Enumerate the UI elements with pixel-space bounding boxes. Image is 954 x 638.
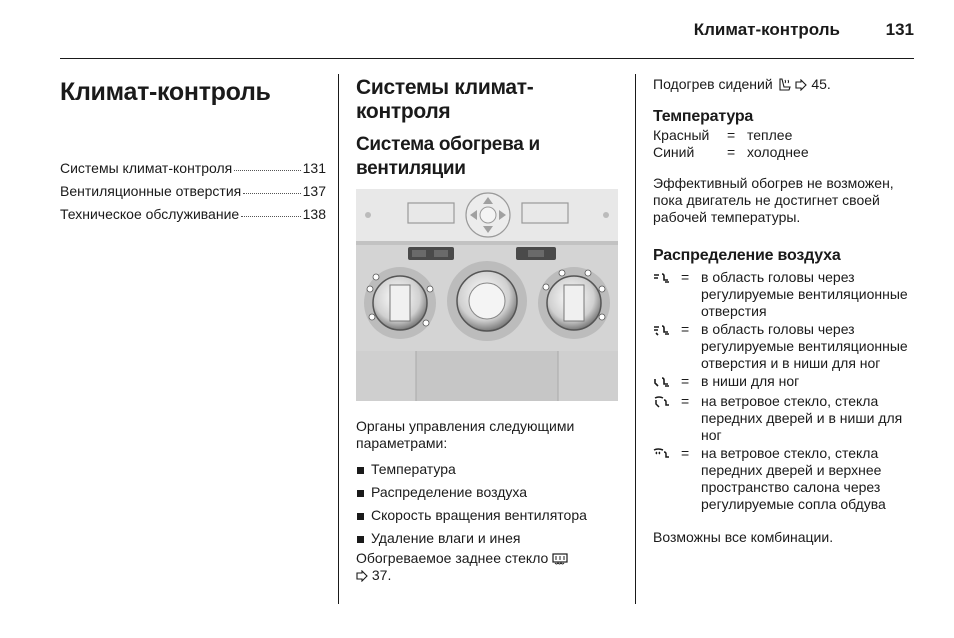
toc-entry[interactable] (60, 203, 326, 226)
list-item (653, 393, 915, 444)
table-of-contents (60, 157, 326, 226)
toc-entry[interactable] (60, 180, 326, 203)
seat-heating-text: Подогрев сидений (653, 76, 773, 92)
temperature-heading: Температура (653, 108, 754, 125)
seat-heating-ref[interactable]: 45. (811, 76, 831, 92)
temperature-key: Синий (653, 144, 695, 160)
rear-window-text: Обогреваемое заднее стекло (356, 550, 549, 566)
temperature-row-blue (653, 144, 915, 161)
distribution-text: в ниши для ног (701, 373, 800, 389)
seat-heating-icon (777, 78, 792, 92)
rear-window-paragraph (356, 550, 620, 584)
distribution-text: в область головы через регулируемые вентиляционные отверстия и в ниши для ног (701, 321, 908, 371)
toc-entry-page: 138 (302, 206, 326, 222)
windscreen-vent-icon (653, 445, 681, 513)
distribution-text: в область головы через регулируемые вентиляционные отверстия (701, 269, 908, 319)
equals-sign: = (681, 393, 690, 409)
temperature-note: Эффективный обогрев не возможен, пока двигатель не достигнет своей рабочей температуры. (653, 175, 894, 225)
page-number: 131 (885, 20, 914, 39)
list-item: Температура (356, 458, 620, 481)
controls-list (356, 458, 620, 550)
column-divider-1 (338, 74, 339, 604)
list-item (653, 373, 915, 392)
seat-heating-paragraph (653, 76, 915, 93)
equals-sign: = (681, 269, 690, 285)
temperature-value: теплее (747, 127, 793, 143)
details-column (653, 76, 915, 546)
list-item: Удаление влаги и инея (356, 527, 620, 550)
systems-column (356, 76, 620, 584)
column-divider-2 (635, 74, 636, 604)
toc-entry-label: Вентиляционные отверстия (60, 183, 242, 199)
list-item: Скорость вращения вентилятора (356, 504, 620, 527)
subsection-title: Система обогрева и вентиляции (356, 134, 540, 179)
toc-entry-label: Техническое обслуживание (60, 206, 240, 222)
toc-entry-page: 131 (302, 160, 326, 176)
temperature-key: Красный (653, 127, 710, 143)
air-distribution-list (653, 269, 915, 513)
equals-sign: = (681, 445, 690, 461)
page-ref-arrow-icon (356, 570, 368, 582)
equals-sign: = (681, 373, 690, 389)
distribution-text: на ветровое стекло, стекла передних дверей и в ниши для ног (701, 393, 903, 443)
rear-window-heating-icon (552, 553, 568, 566)
combinations-note: Возможны все комбинации. (653, 529, 834, 545)
temperature-row-red (653, 127, 915, 144)
list-item (653, 445, 915, 513)
toc-entry-page: 137 (302, 183, 326, 199)
windscreen-foot-vent-icon (653, 393, 681, 444)
equals-sign: = (681, 321, 690, 337)
chapter-column (60, 76, 326, 226)
climate-control-panel-illustration (356, 189, 618, 401)
toc-leader (241, 203, 300, 217)
rear-window-ref[interactable]: 37. (371, 567, 392, 583)
head-foot-vent-icon (653, 321, 681, 372)
toc-leader (234, 157, 300, 171)
foot-vent-icon (653, 373, 681, 392)
section-title: Системы климат-контроля (356, 76, 534, 123)
chapter-title: Климат-контроль (60, 78, 271, 106)
temperature-value: холоднее (747, 144, 809, 160)
air-distribution-heading: Распределение воздуха (653, 247, 841, 264)
header-rule (60, 58, 914, 59)
distribution-text: на ветровое стекло, стекла передних дверей и верхнее пространство салона через регулируемые сопла обдува (701, 445, 886, 512)
toc-entry[interactable] (60, 157, 326, 180)
equals-sign: = (727, 127, 736, 143)
list-item (653, 269, 915, 320)
page-ref-arrow-icon (795, 79, 807, 91)
list-item: Распределение воздуха (356, 481, 620, 504)
toc-leader (243, 180, 300, 194)
equals-sign: = (727, 144, 736, 160)
list-item (653, 321, 915, 372)
controls-intro: Органы управления следующими параметрами: (356, 418, 575, 451)
toc-entry-label: Системы климат-контроля (60, 160, 233, 176)
head-vent-icon (653, 269, 681, 320)
running-header-title: Климат-контроль (693, 20, 840, 39)
